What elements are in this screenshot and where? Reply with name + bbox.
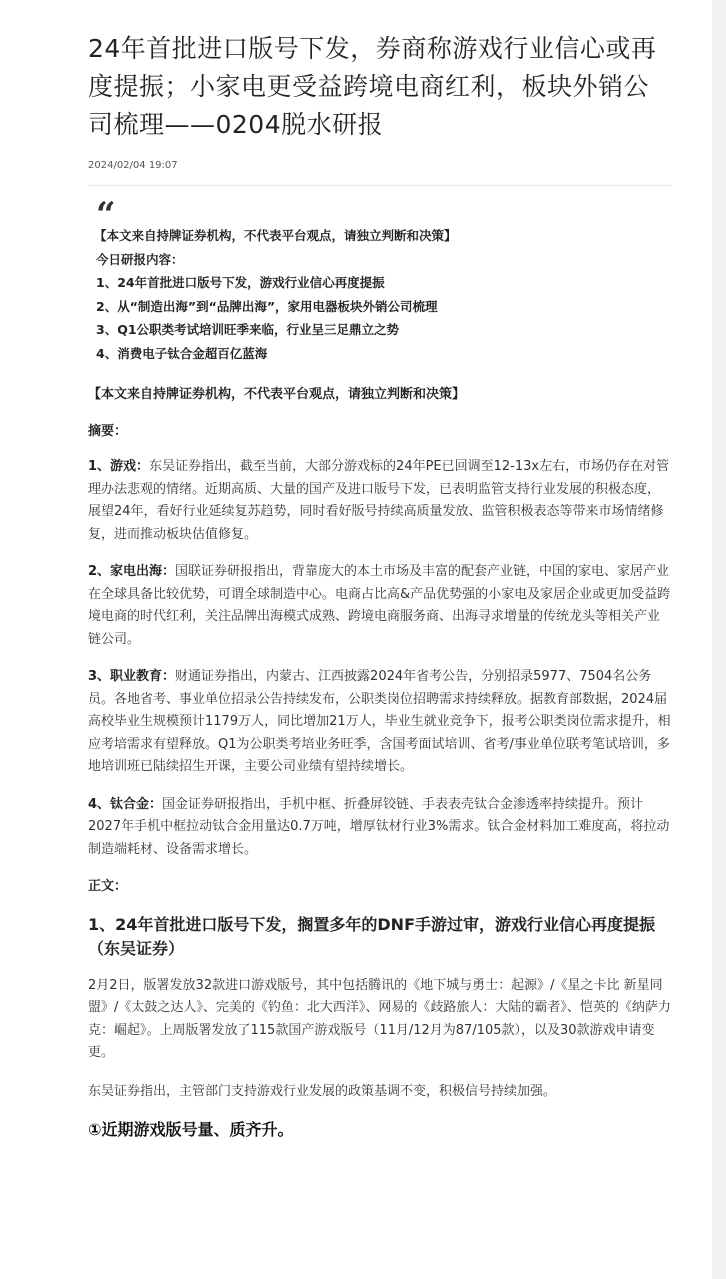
section-subheading: ①近期游戏版号量、质齐升。 — [88, 1120, 294, 1139]
summary-label-education: 3、职业教育： — [88, 669, 176, 684]
quote-intro: 今日研报内容： — [96, 251, 184, 267]
quote-item: 2、从“制造出海”到“品牌出海”，家用电器板块外销公司梳理 — [96, 298, 438, 314]
summary-paragraph — [88, 456, 672, 546]
scrollbar-track[interactable] — [712, 0, 726, 1279]
quote-mark-icon: “ — [96, 195, 116, 235]
quote-item: 3、Q1公职类考试培训旺季来临，行业呈三足鼎立之势 — [96, 322, 400, 337]
article-title: 24年首批进口版号下发，券商称游戏行业信心或再度提振；小家电更受益跨境电商红利，板块外销公司梳理——0204脱水研报 — [88, 34, 657, 139]
title-divider — [88, 185, 672, 186]
body-disclaimer: 【本文来自持牌证券机构，不代表平台观点，请独立判断和决策】 — [88, 387, 466, 402]
main-text-label: 正文： — [88, 879, 128, 894]
section-paragraph: 东吴证券指出，主管部门支持游戏行业发展的政策基调不变，积极信号持续加强。 — [88, 1083, 557, 1099]
section-title: 1、24年首批进口版号下发，搁置多年的DNF手游过审，游戏行业信心再度提振（东吴证券） — [88, 914, 656, 958]
summary-paragraph — [88, 666, 672, 779]
summary-text-appliance: 国联证券研报指出，背靠庞大的本土市场及丰富的配套产业链，中国的家电、家居产业在全球具备比较优势，可谓全球制造中心。电商占比高&产品优势强的小家电及家居企业或更加受益跨境电商的时代红利，关注品牌出海模式成熟、跨境电商服务商、出海寻求增量的传统龙头等相关产业链公司。 — [88, 564, 671, 647]
summary-text-titanium: 国金证券研报指出，手机中框、折叠屏铰链、手表表壳钛合金渗透率持续提升。预计2027年手机中框拉动钛合金用量达0.7万吨，增厚钛材行业3%需求。钛合金材料加工难度高，将拉动制造端耗材、设备需求增长。 — [88, 796, 670, 857]
quote-item: 4、消费电子钛合金超百亿蓝海 — [96, 345, 268, 361]
publish-date: 2024/02/04 19:07 — [88, 160, 178, 171]
article — [88, 30, 672, 1142]
summary-text-game: 东吴证券指出，截至当前，大部分游戏标的24年PE已回调至12-13x左右，市场仍存在对管理办法悲观的情绪。近期高质、大量的国产及进口版号下发，已表明监管支持行业发展的积极态度，展望24年，看好行业延续复苏趋势，同时看好版号持续高质量发放、监管积极表态等带来市场情绪修复，进而推动板块估值修复。 — [88, 459, 670, 542]
summary-quote-box — [88, 195, 672, 365]
summary-label-appliance: 2、家电出海： — [88, 564, 176, 579]
summary-text-education: 财通证券指出，内蒙古、江西披露2024年省考公告，分别招录5977、7504名公务员。各地省考、事业单位招录公告持续发布，公职类岗位招聘需求持续释放。据教育部数据，2024届高校毕业生规模预计1179万人，同比增加21万人，毕业生就业竞争下，报考公职类岗位需求提升，相应考培需求有望释放。Q1为公职类考培业务旺季，含国考面试培训、省考/事业单位联考笔试培训，多地培训班已陆续招生开课，主要公司业绩有望持续增长。 — [88, 669, 671, 774]
section-paragraph: 2月2日，版署发放32款进口游戏版号，其中包括腾讯的《地下城与勇士：起源》/《星之卡比 新星同盟》/《太鼓之达人》、完美的《钓鱼：北大西洋》、网易的《歧路旅人：大陆的霸者》、恺英的《纳萨力克：崛起》。上周版署发放了115款国产游戏版号（11月/12月为87/105款），以及30款游戏申请变更。 — [88, 977, 671, 1060]
quote-disclaimer: 【本文来自持牌证券机构，不代表平台观点，请独立判断和决策】 — [94, 228, 457, 243]
quote-item: 1、24年首批进口版号下发，游戏行业信心再度提振 — [96, 275, 385, 290]
summary-label-titanium: 4、钛合金： — [88, 796, 163, 812]
summary-label-game: 1、游戏： — [88, 459, 150, 474]
summary-label: 摘要： — [88, 423, 128, 439]
summary-paragraph — [88, 794, 672, 862]
summary-paragraph — [88, 561, 672, 651]
